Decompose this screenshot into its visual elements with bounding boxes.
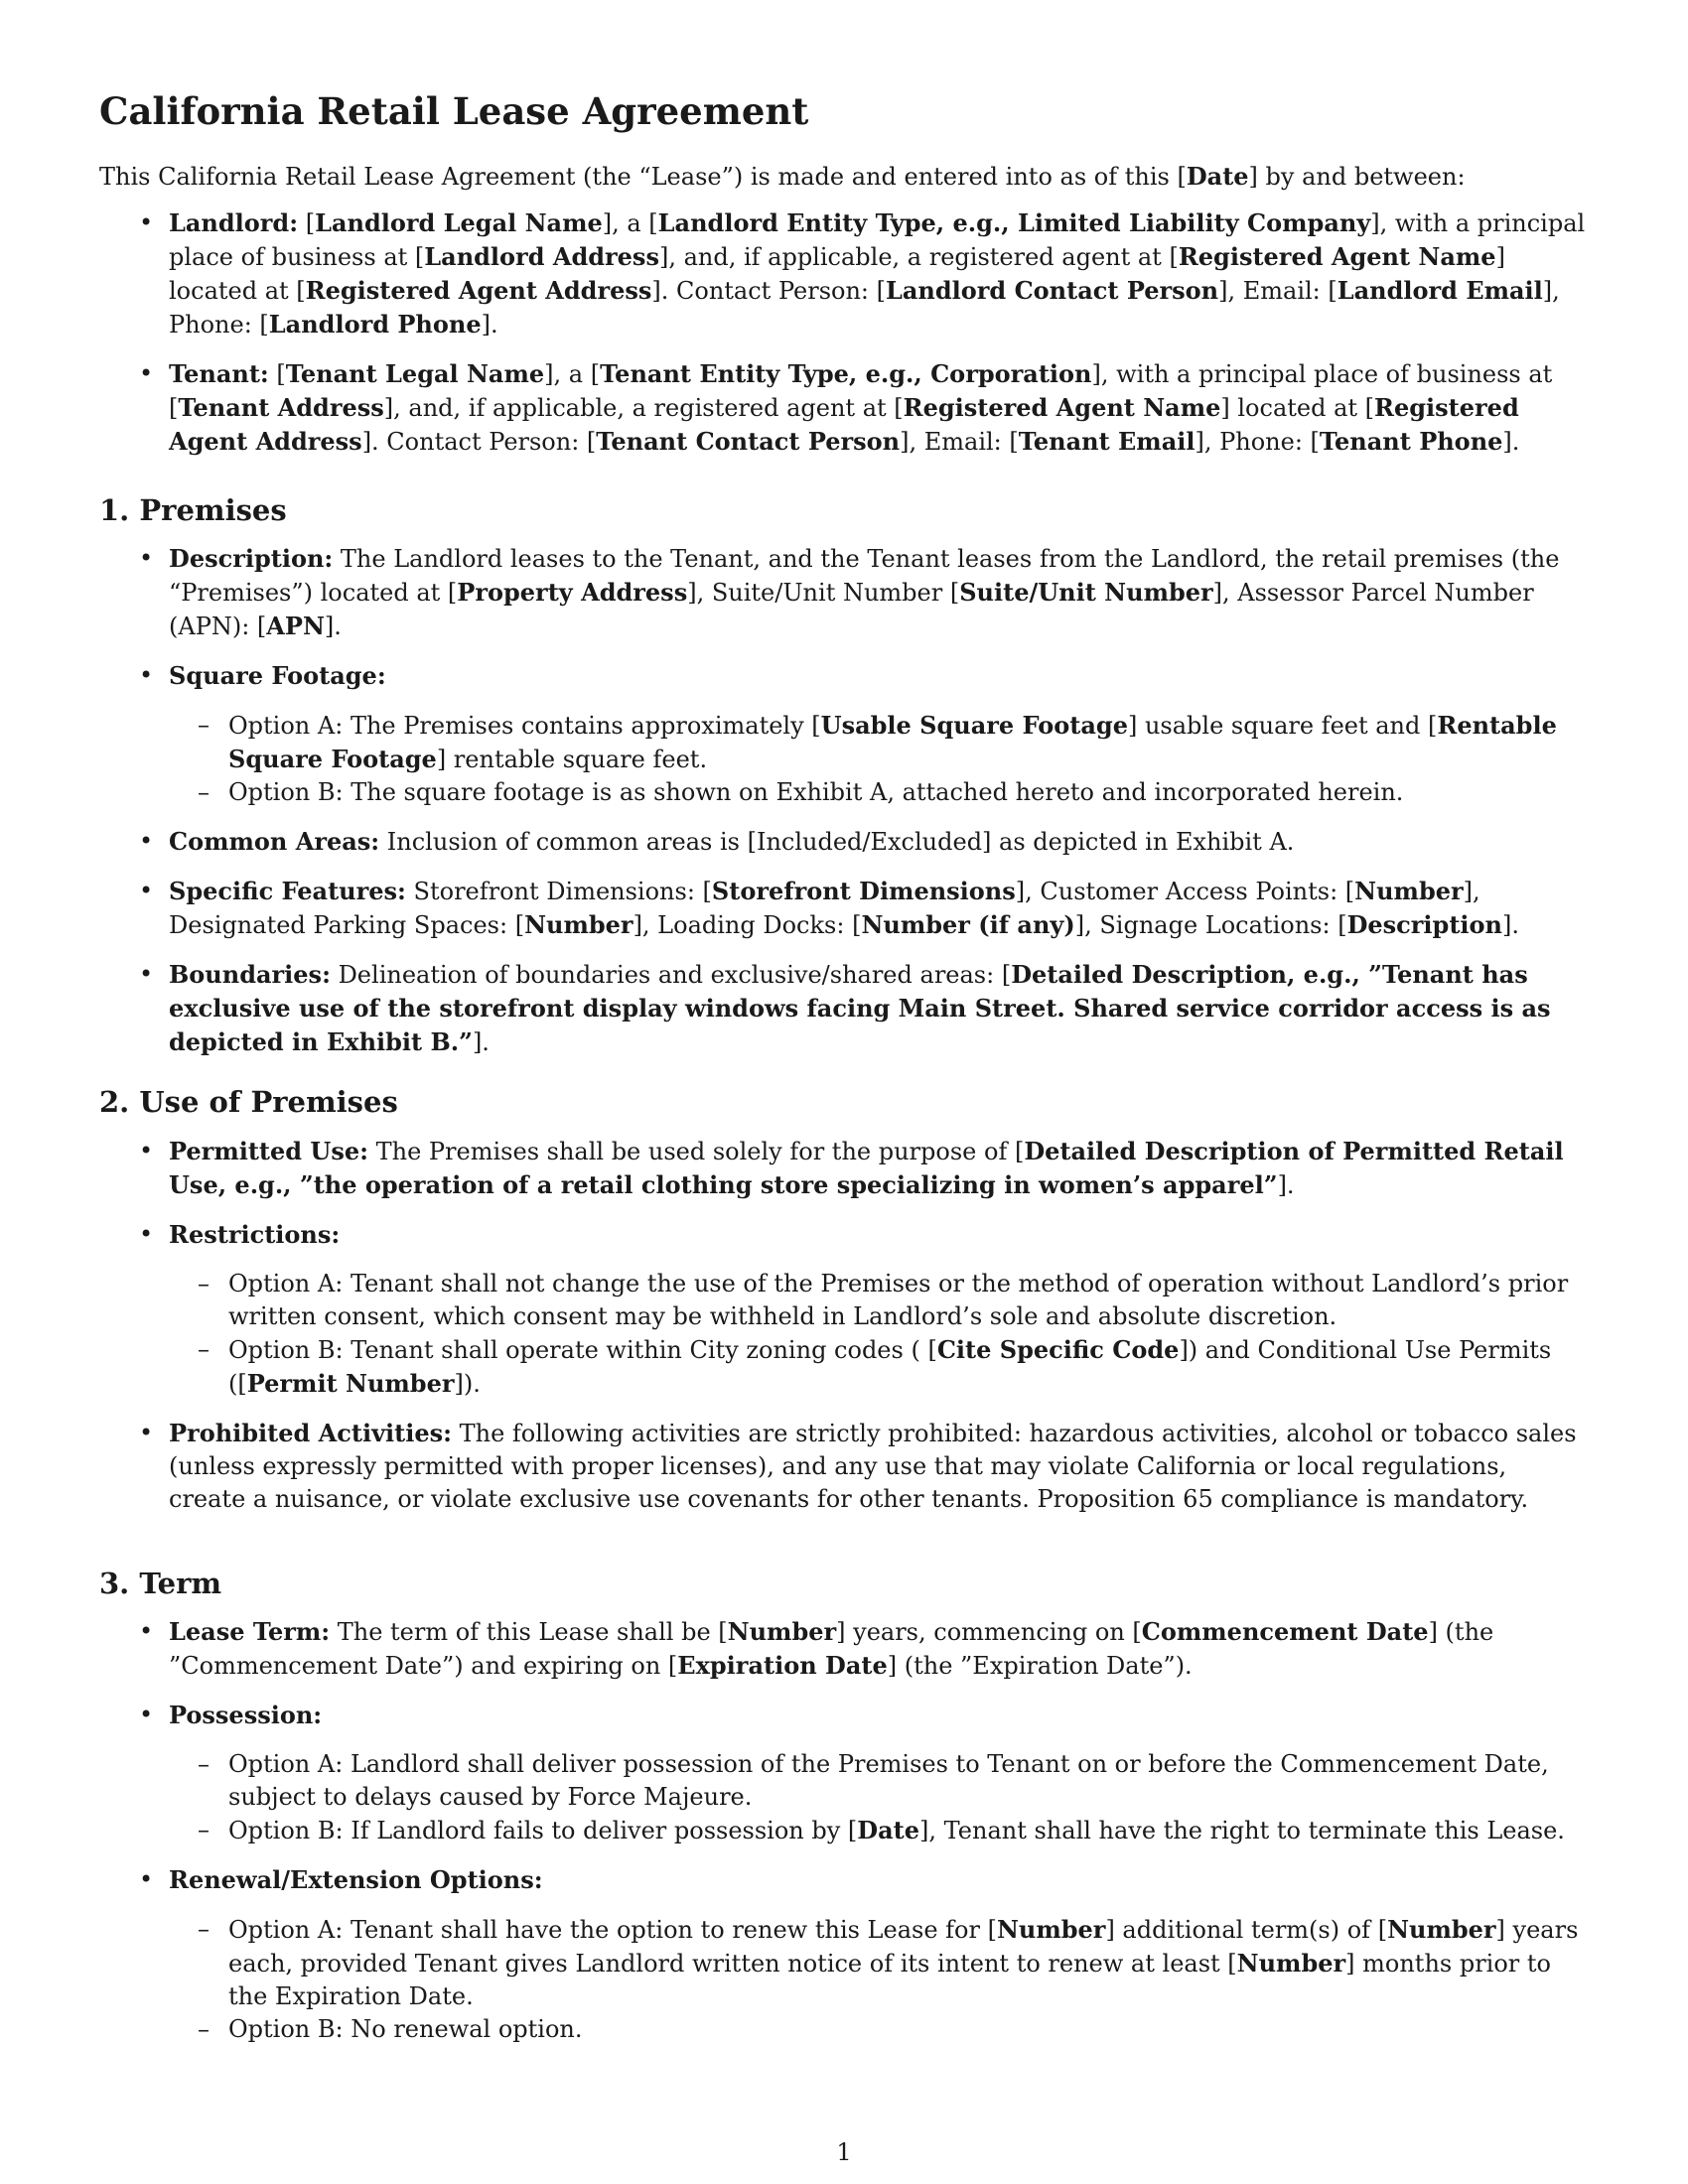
text-run: ].	[324, 613, 342, 640]
section-use-list	[99, 1135, 1589, 1516]
option-item	[169, 2013, 1589, 2046]
item-label: Common Areas:	[169, 827, 380, 856]
item-text	[169, 875, 1589, 942]
placeholder-field: Tenant Email	[1018, 427, 1196, 456]
item-text	[169, 1863, 1589, 1897]
placeholder-field: Registered Agent Name	[1178, 242, 1496, 271]
text-run: ].	[472, 1028, 490, 1056]
placeholder-field: Number	[1387, 1915, 1496, 1944]
page-number: 1	[836, 2138, 852, 2166]
placeholder-field: Cite Specific Code	[936, 1335, 1180, 1364]
placeholder-field: Number	[996, 1915, 1106, 1944]
text-run: Option B: Tenant shall operate within City zoning codes ( [	[228, 1336, 937, 1364]
placeholder-field: Number	[727, 1617, 837, 1646]
option-item	[169, 776, 1589, 809]
text-run: The Premises shall be used solely for the purpose of [	[367, 1138, 1025, 1165]
clause-item	[99, 875, 1589, 942]
placeholder-field: Description	[1346, 910, 1502, 939]
text-run: ], a [	[544, 360, 601, 388]
placeholder-field: APN	[266, 612, 325, 640]
item-text	[169, 206, 1589, 341]
item-text	[169, 659, 1589, 693]
item-label: Lease Term:	[169, 1617, 331, 1646]
document-page	[99, 0, 1589, 2184]
text-run: The following activities are strictly prohibited: hazardous activities, alcohol or tobacco sales (unless expressly permitted with proper licenses), and any use that may violate California or local regulations, create a nuisance, or violate exclusive use covenants for other tenants. Proposition 65 compliance is mandatory.	[169, 1420, 1577, 1513]
item-text	[169, 958, 1589, 1059]
clause-item	[99, 958, 1589, 1059]
text-run: [	[268, 360, 286, 388]
text-run: ], Suite/Unit Number [	[687, 579, 960, 607]
item-label: Description:	[169, 544, 334, 573]
item-label: Landlord:	[169, 208, 299, 237]
option-item	[169, 1748, 1589, 1814]
option-item	[169, 1814, 1589, 1847]
placeholder-field: Number	[1236, 1949, 1346, 1978]
placeholder-field: Tenant Address	[178, 393, 384, 422]
section-heading-use-of-premises: 2. Use of Premises	[99, 1085, 398, 1119]
document-title: California Retail Lease Agreement	[99, 89, 809, 133]
item-label: Restrictions:	[169, 1220, 341, 1249]
item-label: Prohibited Activities:	[169, 1419, 452, 1447]
placeholder-field: Landlord Entity Type, e.g., Limited Liability Company	[657, 208, 1371, 237]
placeholder-field: Permit Number	[246, 1369, 455, 1398]
text-run: Inclusion of common areas is [Included/Excluded] as depicted in Exhibit A.	[379, 828, 1295, 856]
text-run: ], Designated Parking Spaces: [	[169, 878, 1480, 939]
text-run: ]. Contact Person: [	[651, 277, 886, 305]
text-run: ], a [	[602, 209, 658, 237]
text-run: ].	[481, 311, 498, 339]
placeholder-field: Tenant Legal Name	[285, 359, 545, 388]
option-item	[169, 1333, 1589, 1401]
text-run: ]).	[454, 1370, 481, 1398]
placeholder-field: Tenant Entity Type, e.g., Corporation	[600, 359, 1092, 388]
clause-item	[99, 1218, 1589, 1401]
placeholder-field: Registered Agent Name	[903, 393, 1221, 422]
placeholder-field: Registered Agent Address	[305, 276, 652, 305]
clause-item	[99, 825, 1589, 859]
clause-item	[99, 1417, 1589, 1516]
option-item	[169, 709, 1589, 776]
section-premises-list	[99, 542, 1589, 1059]
text-run: [	[298, 209, 316, 237]
placeholder-field: Usable Square Footage	[820, 711, 1128, 740]
item-text	[169, 1699, 1589, 1732]
section-heading-term: 3. Term	[99, 1567, 222, 1600]
placeholder-field: Tenant Phone	[1319, 427, 1503, 456]
section-term-list	[99, 1615, 1589, 2046]
placeholder-field: Landlord Email	[1336, 276, 1543, 305]
text-run: ], with a principal place of business at [	[169, 360, 1553, 422]
text-run: ] months prior to the Expiration Date.	[228, 1950, 1551, 2010]
placeholder-field: Landlord Contact Person	[886, 276, 1219, 305]
placeholder-field: Tenant Contact Person	[596, 427, 901, 456]
placeholder-field: Number	[1354, 877, 1464, 905]
text-run: Option B: No renewal option.	[228, 2015, 583, 2043]
placeholder-field: Registered Agent Address	[169, 393, 1519, 456]
text-run: ] rentable square feet.	[436, 746, 708, 773]
item-label: Possession:	[169, 1701, 323, 1729]
text-run: Option A: Tenant shall not change the use of the Premises or the method of operation without Landlord’s prior written consent, which consent may be withheld in Landlord’s sole and absolute discretion.	[228, 1270, 1569, 1330]
item-text	[169, 357, 1589, 459]
item-text	[169, 825, 1589, 859]
text-run: ], Customer Access Points: [	[1015, 878, 1355, 905]
text-run: ].	[1502, 428, 1520, 456]
item-label: Square Footage:	[169, 661, 386, 690]
clause-item	[99, 542, 1589, 643]
text-run: Option A: The Premises contains approximately [	[228, 712, 821, 740]
text-run: ], Email: [	[900, 428, 1019, 456]
option-item	[169, 1913, 1589, 2013]
placeholder-field: Number	[524, 910, 633, 939]
text-run: Option A: Landlord shall deliver possession of the Premises to Tenant on or before the Commencement Date, subject to delays caused by Force Majeure.	[228, 1750, 1549, 1811]
text-run: ]. Contact Person: [	[361, 428, 597, 456]
text-run: ], Email: [	[1218, 277, 1337, 305]
placeholder-field: Landlord Legal Name	[315, 208, 603, 237]
placeholder-field: Date	[857, 1816, 920, 1844]
section-heading-premises: 1. Premises	[99, 493, 287, 527]
clause-item	[99, 1615, 1589, 1683]
text-run: ], Phone: [	[169, 277, 1560, 339]
text-run: ] (the ”Expiration Date”).	[887, 1652, 1193, 1680]
text-run: Storefront Dimensions: [	[405, 878, 712, 905]
option-list	[169, 1913, 1589, 2046]
text-run: ].	[1277, 1171, 1295, 1199]
item-text	[169, 542, 1589, 643]
placeholder-field: Commencement Date	[1141, 1617, 1429, 1646]
text-run: ] located at [	[169, 243, 1505, 305]
text-run: ] additional term(s) of [	[1105, 1916, 1388, 1944]
item-text	[169, 1135, 1589, 1202]
placeholder-field: Detailed Description, e.g., ”Tenant has exclusive use of the storefront display windows facing Main Street. Shared service corridor access is as depicted in Exhibit B.”	[169, 960, 1551, 1056]
option-item	[169, 1268, 1589, 1333]
text-run: ], with a principal place of business at [	[169, 209, 1586, 271]
item-text	[169, 1218, 1589, 1252]
placeholder-field: Landlord Address	[424, 242, 659, 271]
party-item	[99, 357, 1589, 459]
text-run: Delineation of boundaries and exclusive/shared areas: [	[330, 961, 1012, 989]
text-run: Option B: The square footage is as shown on Exhibit A, attached hereto and incorporated herein.	[228, 778, 1404, 806]
placeholder-field: Rentable Square Footage	[228, 711, 1557, 773]
item-label: Permitted Use:	[169, 1137, 368, 1165]
text-run: Option A: Tenant shall have the option to renew this Lease for [	[228, 1916, 997, 1944]
intro-paragraph: This California Retail Lease Agreement (the “Lease”) is made and entered into as of this [Date] by and between:	[99, 162, 1466, 191]
item-label: Specific Features:	[169, 877, 406, 905]
text-run: ], Tenant shall have the right to terminate this Lease.	[919, 1817, 1565, 1844]
text-run: Option B: If Landlord fails to deliver possession by [	[228, 1817, 858, 1844]
text-run: ].	[1501, 911, 1519, 939]
placeholder-field: Detailed Description of Permitted Retail Use, e.g., ”the operation of a retail clothing store specializing in women’s apparel”	[169, 1137, 1564, 1199]
clause-item	[99, 659, 1589, 809]
text-run: ]) and Conditional Use Permits ([	[228, 1336, 1552, 1398]
text-run: ], Phone: [	[1195, 428, 1320, 456]
text-run: ] located at [	[1220, 394, 1375, 422]
text-run: ], Loading Docks: [	[633, 911, 862, 939]
text-run: ], and, if applicable, a registered agent at [	[383, 394, 904, 422]
option-list	[169, 1748, 1589, 1847]
placeholder-field: Storefront Dimensions	[711, 877, 1016, 905]
text-run: ], Signage Locations: [	[1074, 911, 1347, 939]
item-label: Boundaries:	[169, 960, 331, 989]
text-run: ], and, if applicable, a registered agent at [	[658, 243, 1179, 271]
text-run: The term of this Lease shall be [	[330, 1618, 728, 1646]
placeholder-field: Suite/Unit Number	[959, 578, 1213, 607]
text-run: ], Assessor Parcel Number (APN): [	[169, 579, 1534, 640]
placeholder-field: Expiration Date	[677, 1651, 888, 1680]
text-run: ] usable square feet and [	[1127, 712, 1438, 740]
placeholder-field: Number (if any)	[861, 910, 1075, 939]
parties-list	[99, 206, 1589, 459]
placeholder-field: Property Address	[457, 578, 688, 607]
text-run: ] (the ”Commencement Date”) and expiring on [	[169, 1618, 1494, 1680]
clause-item	[99, 1135, 1589, 1202]
placeholder-field: Landlord Phone	[268, 310, 482, 339]
item-text	[169, 1615, 1589, 1683]
item-text	[169, 1417, 1589, 1516]
text-run: ] years, commencing on [	[836, 1618, 1142, 1646]
text-run: The Landlord leases to the Tenant, and the Tenant leases from the Landlord, the retail premises (the “Premises”) located at [	[169, 545, 1560, 607]
item-label: Tenant:	[169, 359, 269, 388]
text-run: ] years each, provided Tenant gives Landlord written notice of its intent to renew at least [	[228, 1916, 1579, 1978]
clause-item	[99, 1699, 1589, 1847]
item-label: Renewal/Extension Options:	[169, 1865, 543, 1894]
option-list	[169, 1268, 1589, 1401]
clause-item	[99, 1863, 1589, 2046]
party-item	[99, 206, 1589, 341]
option-list	[169, 709, 1589, 809]
